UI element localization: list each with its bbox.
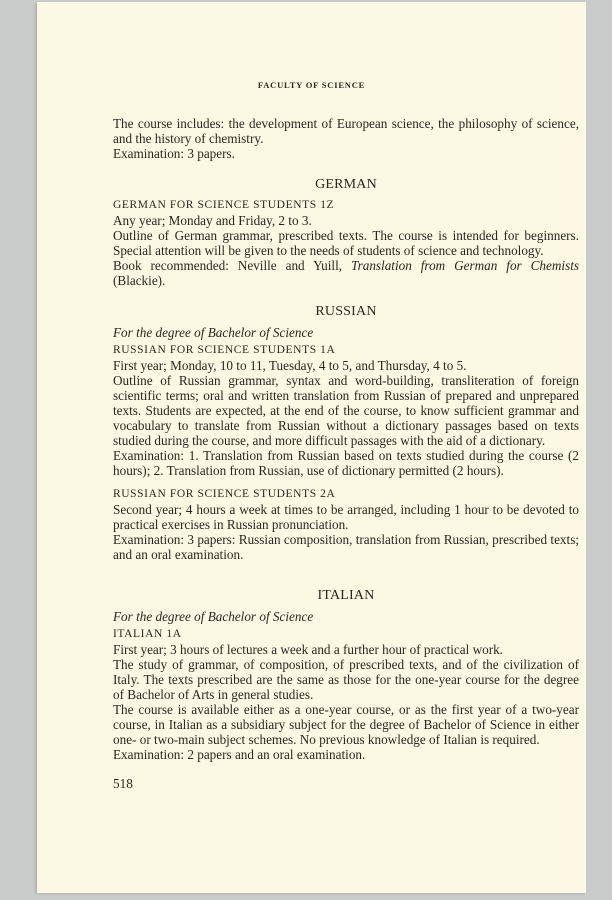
course-title-russian-2a: RUSSIAN FOR SCIENCE STUDENTS 2A [113, 488, 336, 500]
intro-text: The course includes: the development of European science, the philosophy of science, and the history of chemistry. [113, 116, 579, 146]
page-number: 518 [113, 776, 133, 791]
course-schedule: Second year; 4 hours a week at times to be arranged, including 1 hour to be devoted to practical exercises in Russian pronunciation. [113, 502, 579, 532]
degree-label: For the degree of Bachelor of Science [113, 325, 314, 340]
page-content [113, 116, 579, 791]
course-examination: Examination: 1. Translation from Russian based on texts studied during the course (2 hours); 2. Translation from Russian, use of dictionary permitted (2 hours). [113, 448, 579, 478]
running-head: FACULTY OF SCIENCE [257, 80, 366, 90]
course-schedule: First year; 3 hours of lectures a week and a further hour of practical work. [113, 642, 503, 657]
book-prefix: Book recommended: Neville and Yuill, [113, 258, 351, 273]
course-title-german-1z: GERMAN FOR SCIENCE STUDENTS 1Z [113, 199, 335, 211]
course-examination: Examination: 2 papers and an oral examination. [113, 747, 366, 762]
intro-examination: Examination: 3 papers. [113, 146, 235, 161]
section-title-italian: ITALIAN [317, 588, 375, 603]
book-title: Translation from German for Chemists [350, 258, 579, 273]
course-description: The study of grammar, of composition, of prescribed texts, and of the civilization of Italy. The texts prescribed are the same as those for the one-year course for the degree of Bachelor of Arts in general studies. [113, 657, 579, 702]
course-schedule: Any year; Monday and Friday, 2 to 3. [113, 213, 312, 228]
course-examination: Examination: 3 papers: Russian composition, translation from Russian, prescribed texts; and an oral examination. [113, 532, 579, 562]
degree-label: For the degree of Bachelor of Science [113, 609, 314, 624]
section-title-german: GERMAN [315, 177, 377, 192]
course-schedule: First year; Monday, 10 to 11, Tuesday, 4 to 5, and Thursday, 4 to 5. [113, 358, 467, 373]
document-page [37, 2, 586, 893]
section-title-russian: RUSSIAN [315, 304, 377, 319]
course-availability: The course is available either as a one-year course, or as the first year of a two-year course, in Italian as a subsidiary subject for the degree of Bachelor of Science in either one- or two-main subject schemes. No previous knowledge of Italian is required. [113, 702, 579, 747]
course-description: Outline of Russian grammar, syntax and word-building, transliteration of foreign scientific terms; oral and written translation from Russian of prepared and unprepared texts. Students are expected, at the end of the course, to know sufficient grammar and vocabulary to translate from Russian without a dictionary passages based on texts studied during the course, and more difficult passages with the aid of a dictionary. [113, 373, 579, 448]
spacer [113, 478, 579, 485]
course-description: Outline of German grammar, prescribed texts. The course is intended for beginners. Special attention will be given to the needs of students of science and technology. [113, 228, 579, 258]
book-publisher: (Blackie). [113, 273, 166, 288]
course-title-russian-1a: RUSSIAN FOR SCIENCE STUDENTS 1A [113, 344, 336, 356]
book-recommended [113, 258, 579, 288]
course-title-italian-1a: ITALIAN 1A [113, 628, 182, 640]
